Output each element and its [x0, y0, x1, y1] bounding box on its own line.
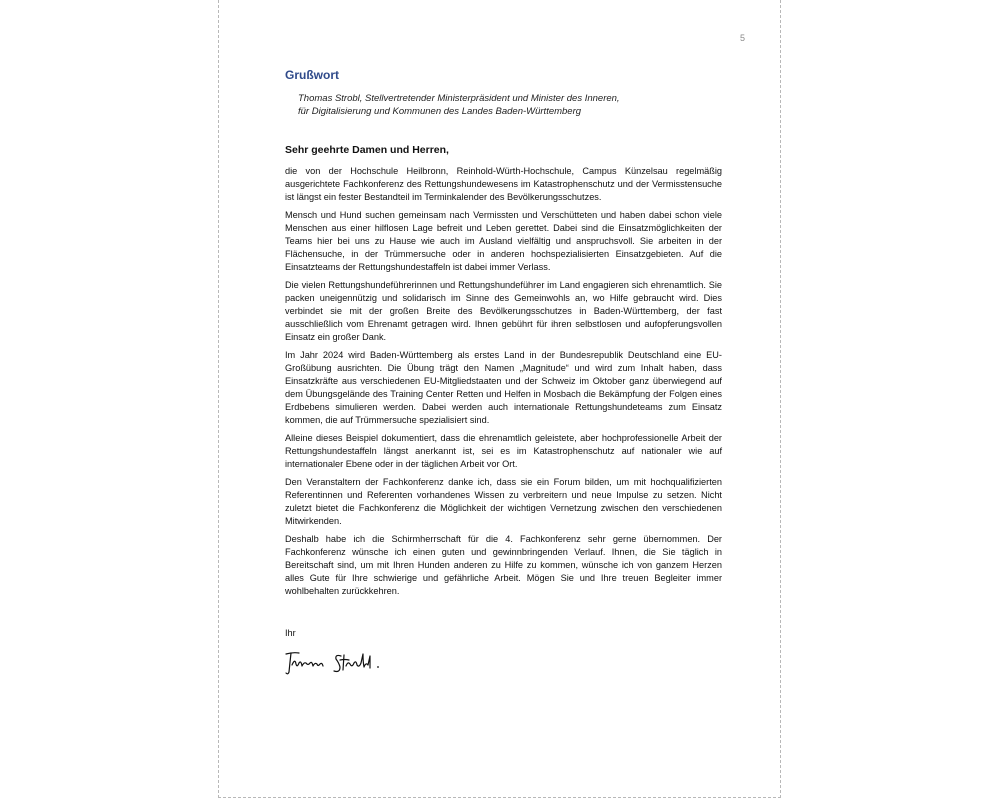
paragraph: Den Veranstaltern der Fachkonferenz danke ich, dass sie ein Forum bilden, um mit hochqualifizierten Referentinnen und Referenten vorhandenes Wissen zu verbreitern und neue Impulse zu setzen. Nicht zuletzt bietet die Fachkonferenz die Möglichkeit der wichtigen Vernetzung zwischen den verschiedenen Mitwirkenden. [285, 477, 722, 526]
author-line: Thomas Strobl, Stellvertretender Ministerpräsident und Minister des Inneren, [298, 93, 620, 104]
handwritten-signature [283, 648, 393, 683]
paragraph: Die vielen Rettungshundeführerinnen und Rettungshundeführer im Land engagieren sich ehrenamtlich. Sie packen uneigennützig und solidarisch im Sinne des Gemeinwohls an, wo Hilfe gebraucht wird. Dies verbindet sie mit der großen Breite des Bevölkerungsschutzes in Baden-Württemberg, der fast ausschließlich vom Ehrenamt getragen wird. Ihnen gebührt für ihren selbstlosen und aufopferungsvollen Einsatz ein großer Dank. [285, 280, 722, 342]
page-title: Grußwort [285, 68, 339, 82]
letter-body [285, 165, 722, 603]
paragraph: die von der Hochschule Heilbronn, Reinhold-Würth-Hochschule, Campus Künzelsau regelmäßig ausgerichtete Fachkonferenz des Rettungshundewesens im Katastrophenschutz und der Vermisstensuche ist längst ein fester Bestandteil im Terminkalender des Bevölkerungsschutzes. [285, 166, 722, 202]
paragraph: Deshalb habe ich die Schirmherrschaft für die 4. Fachkonferenz sehr gerne übernommen. Der Fachkonferenz wünsche ich einen guten und gewinnbringenden Verlauf. Ihnen, die Sie täglich in Bereitschaft sind, um mit Ihren Hunden anderen zu Hilfe zu kommen, wünsche ich von ganzem Herzen alles Gute für Ihre schwierige und gefährliche Arbeit. Mögen Sie und Ihre treuen Begleiter immer wohlbehalten zurückkehren. [285, 534, 722, 596]
signature-graphic [283, 648, 393, 678]
page-number: 5 [740, 33, 746, 43]
paragraph: Alleine dieses Beispiel dokumentiert, dass die ehrenamtlich geleistete, aber hochprofessionelle Arbeit der Rettungshundestaffeln längst anerkannt ist, sei es im Katastrophenschutz auf nationaler wie auf internationaler Ebene oder in der täglichen Arbeit vor Ort. [285, 433, 722, 469]
salutation: Sehr geehrte Damen und Herren, [285, 144, 449, 156]
author-line: für Digitalisierung und Kommunen des Landes Baden-Württemberg [298, 106, 582, 117]
paragraph: Im Jahr 2024 wird Baden-Württemberg als erstes Land in der Bundesrepublik Deutschland eine EU-Großübung ausrichten. Die Übung trägt den Namen „Magnitude“ und wird zum Inhalt haben, dass Einsatzkräfte aus verschiedenen EU-Mitgliedstaaten und der Schweiz im Oktober ganz überwiegend auf dem Übungsgelände des Training Center Retten und Helfen in Mosbach die Bekämpfung der Folgen eines Erdbebens simulieren werden. Dabei werden auch internationale Rettungshundeteams zum Einsatz kommen, die auf Trümmersuche spezialisiert sind. [285, 350, 722, 425]
paragraph: Mensch und Hund suchen gemeinsam nach Vermissten und Verschütteten und haben dabei schon viele Menschen aus einer hilflosen Lage befreit und Leben gerettet. Dabei sind die Einsatzmöglichkeiten der Teams hier bei uns zu Hause wie auch im Ausland vielfältig und anspruchsvoll. Sie arbeiten in der Flächensuche, in der Trümmersuche oder in anderen hochspezialisierten Einsatzgebieten. Auf die Einsatzteams der Rettungshundestaffeln ist dabei immer Verlass. [285, 210, 722, 272]
author-byline [298, 92, 718, 118]
closing: Ihr [285, 628, 296, 638]
